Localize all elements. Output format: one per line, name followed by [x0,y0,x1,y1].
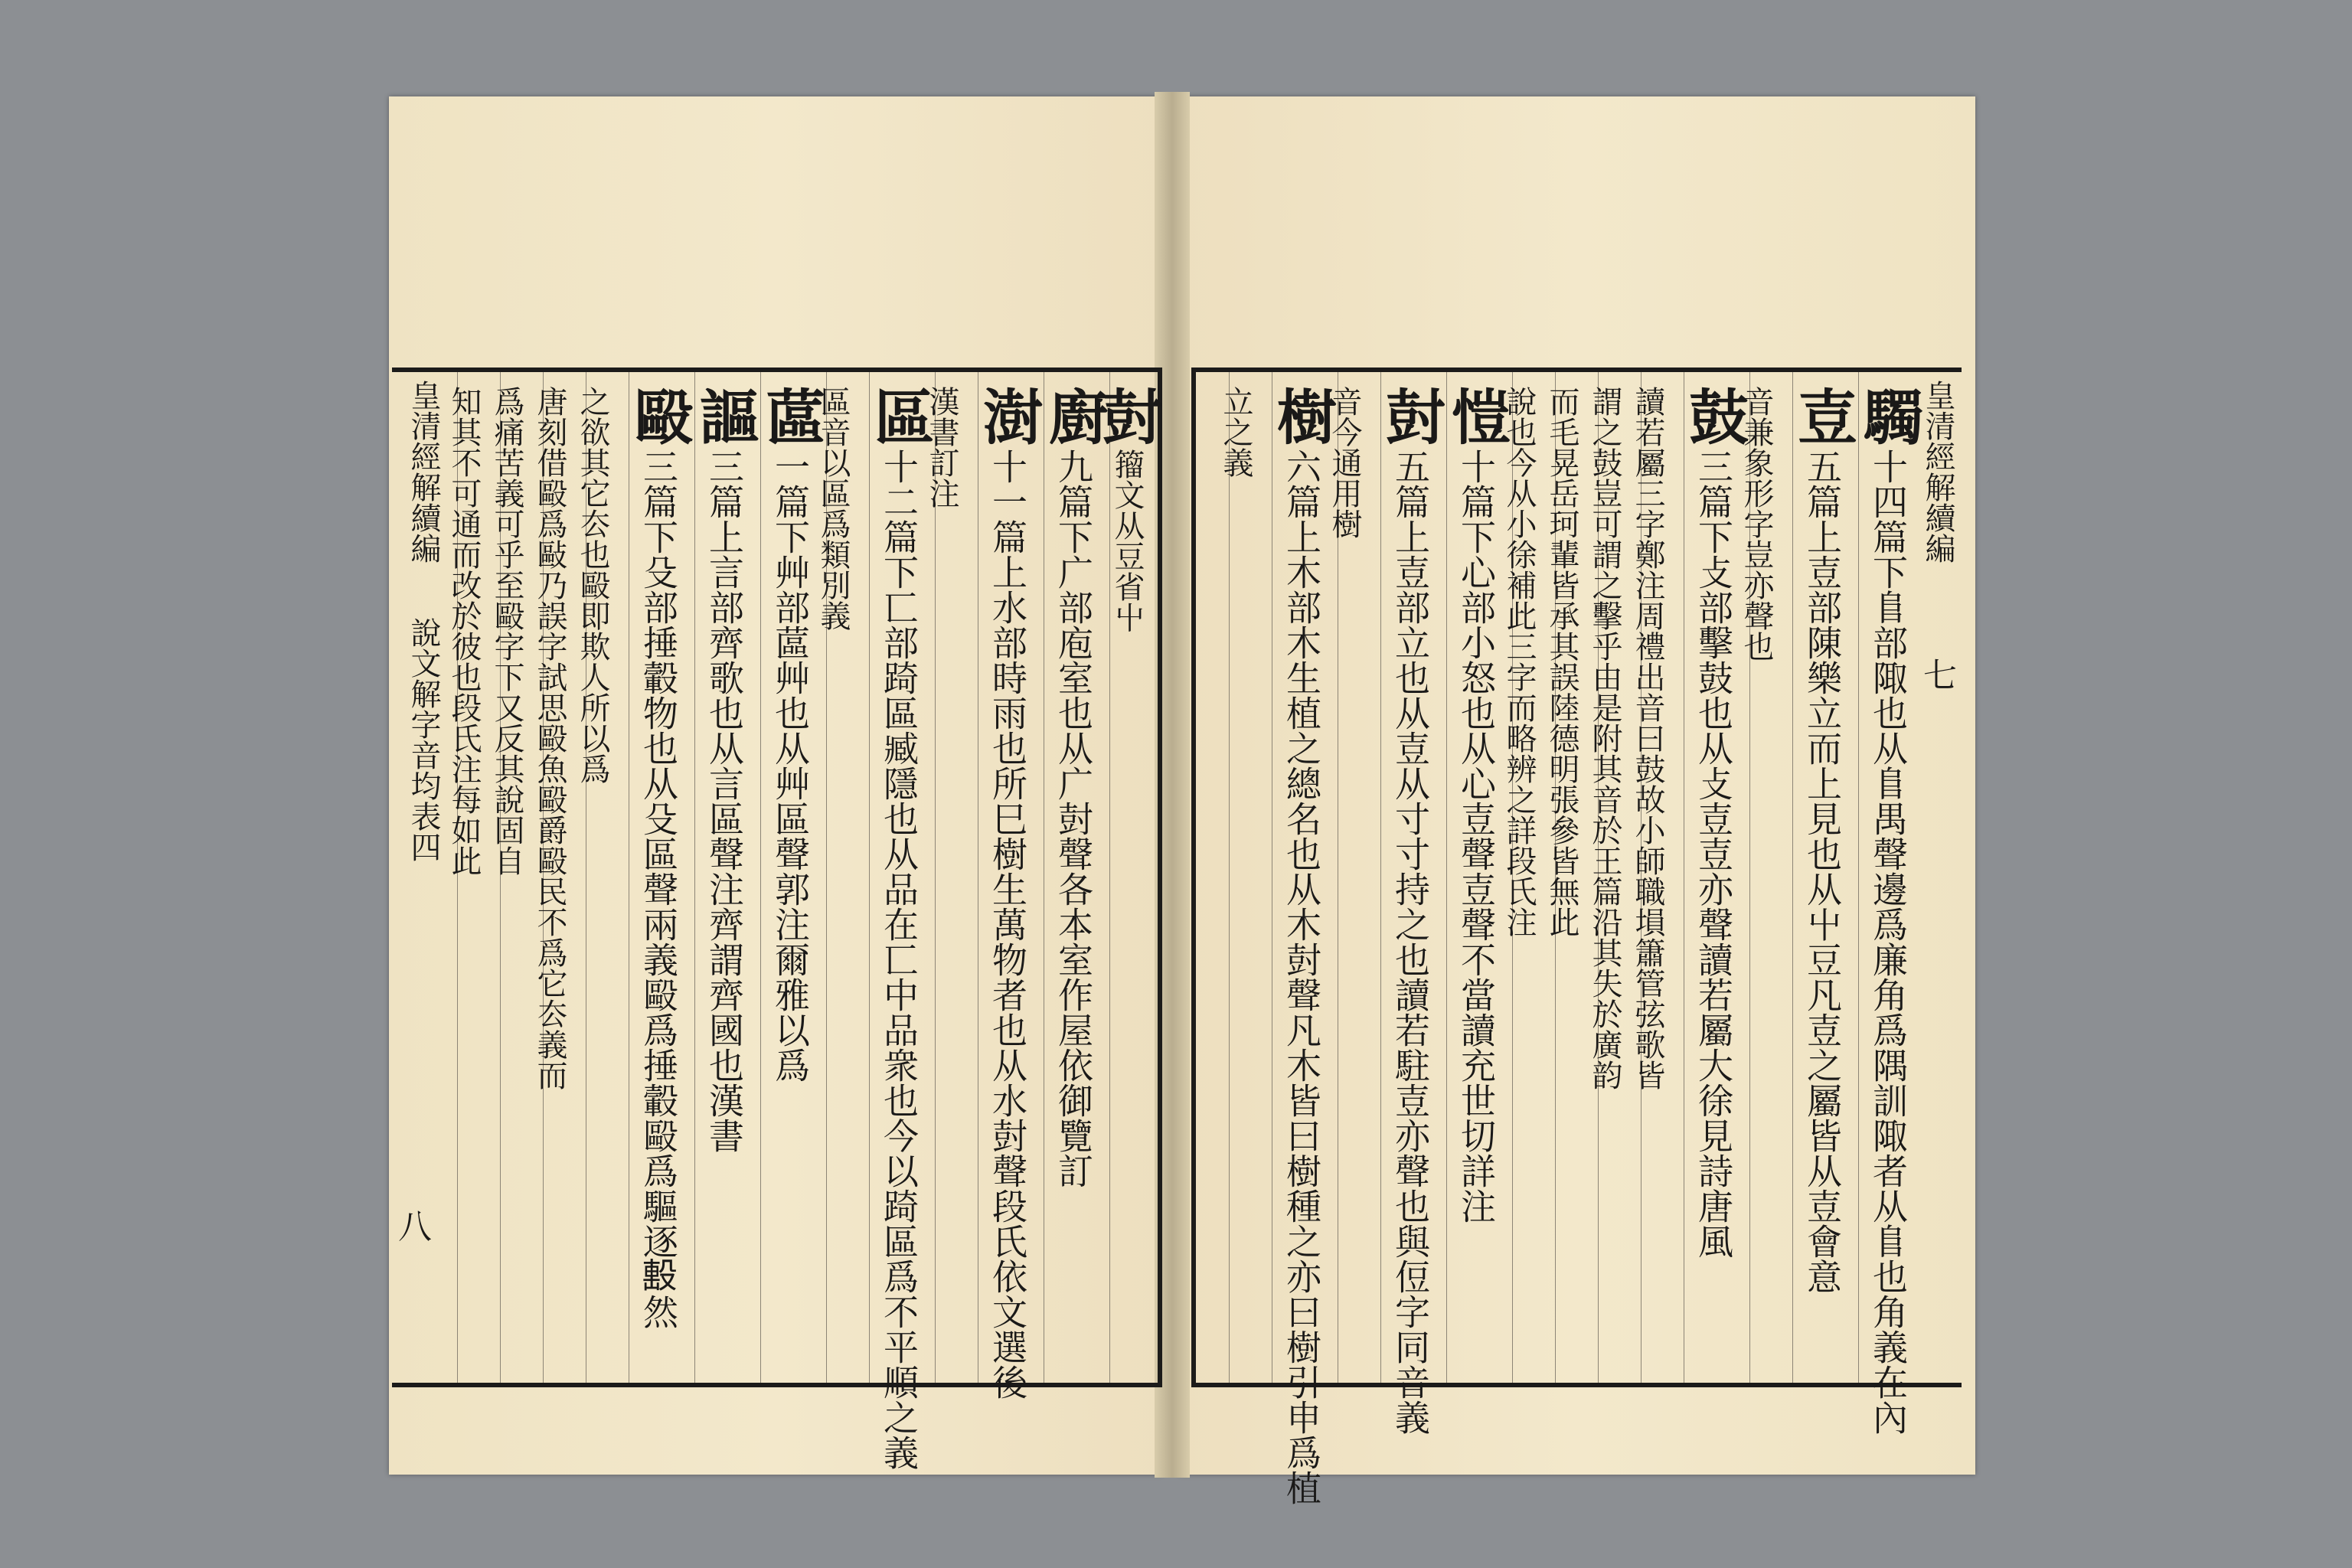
column-text: 音兼象形字豈亦聲也 [1739,386,1774,662]
column-text: 爲痛苦義可乎至毆字下又反其說固自 [489,386,524,876]
left-text-frame [392,368,1162,1470]
head-character: 樹 [1267,386,1337,449]
text-column [815,372,864,1383]
text-column [1376,372,1446,1435]
text-column [973,372,1043,1400]
text-column [1544,372,1592,1383]
head-character: 區 [864,386,934,449]
column-text: 漢書訂注 [924,386,959,508]
text-column [446,372,495,1383]
text-column [756,372,825,1383]
text-column [1039,372,1109,1383]
column-text: 十一篇上水部時雨也所巳樹生萬物者也从水尌聲段氏依文選後 [987,449,1028,1400]
text-column [1327,372,1375,1383]
column-text: 三篇下殳部捶轂物也从殳區聲兩義毆爲捶轂毆爲驅逐𣪠然 [638,449,679,1329]
head-character: 壴 [1788,386,1857,449]
head-character: 尌 [1376,386,1446,449]
text-column [1501,372,1550,1383]
text-column [489,372,537,1383]
text-column [1854,372,1923,1435]
column-text: 籀文从豆省屮 [1109,449,1145,632]
head-character: 鼓 [1679,386,1749,449]
text-column [924,372,972,1383]
column-text: 十四篇下𨸏部陬也从𨸏禺聲邊爲廉角爲隅訓陬者从𨸏也角義在內 [1867,449,1909,1435]
head-character: 蓲 [756,386,825,449]
margin-book-title: 皇清經解續編 [406,380,441,564]
text-column [690,372,760,1383]
column-text: 五篇上壴部陳樂立而上見也从屮豆凡壴之屬皆从壴會意 [1802,449,1843,1294]
text-column [532,372,580,1383]
text-column [1630,372,1678,1383]
head-character: 愷 [1442,386,1511,449]
column-text: 三篇下攴部擊鼓也从攴壴壴亦聲讀若屬大徐見詩唐風 [1693,449,1734,1259]
column-text: 三篇上言部齊歌也从言區聲注齊謂齊國也漢書 [704,449,745,1153]
column-text: 九篇下广部庖室也从广尌聲各本室作屋依御覽訂 [1053,449,1094,1188]
column-text: 之欲其它厺也毆即欺人所以爲 [575,386,610,784]
column-text: 十篇下心部小怒也从心壴聲壴聲不當讀充世切詳注 [1455,449,1497,1223]
text-column [575,372,623,1383]
head-character: 謳 [690,386,760,449]
text-column [1788,372,1857,1383]
head-character: 毆 [624,386,694,449]
folio-number: 七 [1923,656,1957,695]
column-text: 六篇上木部木生植之總名也从木尌聲凡木皆曰樹種之亦曰樹引申爲植 [1281,449,1322,1505]
column-text: 說也今从小徐補此三字而略辨之詳段氏注 [1501,386,1537,937]
text-column [1267,372,1337,1505]
text-column [1739,372,1787,1383]
column-text: 音今通用樹 [1327,386,1362,539]
text-column [864,372,934,1470]
head-character: 澍 [973,386,1043,449]
text-column [624,372,694,1383]
text-column [1679,372,1749,1383]
column-text: 謂之鼓豈可謂之擊乎由是附其音於王篇沿其失於廣韵 [1587,386,1622,1090]
text-column [1093,372,1162,1383]
text-column [1442,372,1511,1383]
margin-book-title: 皇清經解續編 [1920,380,1955,564]
column-text: 立之義 [1218,386,1253,478]
head-character: 廚 [1039,386,1109,449]
column-text: 一篇下艸部蓲艸也从艸區聲郭注爾雅以爲 [769,449,811,1083]
column-text: 讀若屬三字鄭注周禮出音曰鼓故小師職塤簫管弦歌皆 [1630,386,1665,1090]
column-text: 唐刻借毆爲敺乃誤字試思毆魚毆爵毆民不爲它厺義而 [532,386,567,1090]
folio-number: 八 [398,1207,432,1246]
head-character: 尌 [1093,386,1162,449]
column-text: 而毛晃岳珂輩皆承其誤陸德明張參皆無此 [1544,386,1579,937]
head-character: 䮷 [1854,386,1923,449]
text-column [1218,372,1266,1383]
right-text-frame [1191,368,1962,1505]
column-text: 五篇上壴部立也从壴从寸寸持之也讀若駐壴亦聲也與侸字同音義 [1390,449,1431,1435]
text-column [1587,372,1635,1383]
margin-chapter-note: 說文解字音均表四 [406,617,441,862]
column-text: 十二篇下匸部踦區臧隱也从品在匸中品衆也今以踦區爲不平順之義 [878,449,920,1470]
column-text: 區音以區爲類別義 [815,386,851,631]
column-text: 知其不可通而改於彼也段氏注每如此 [446,386,482,876]
